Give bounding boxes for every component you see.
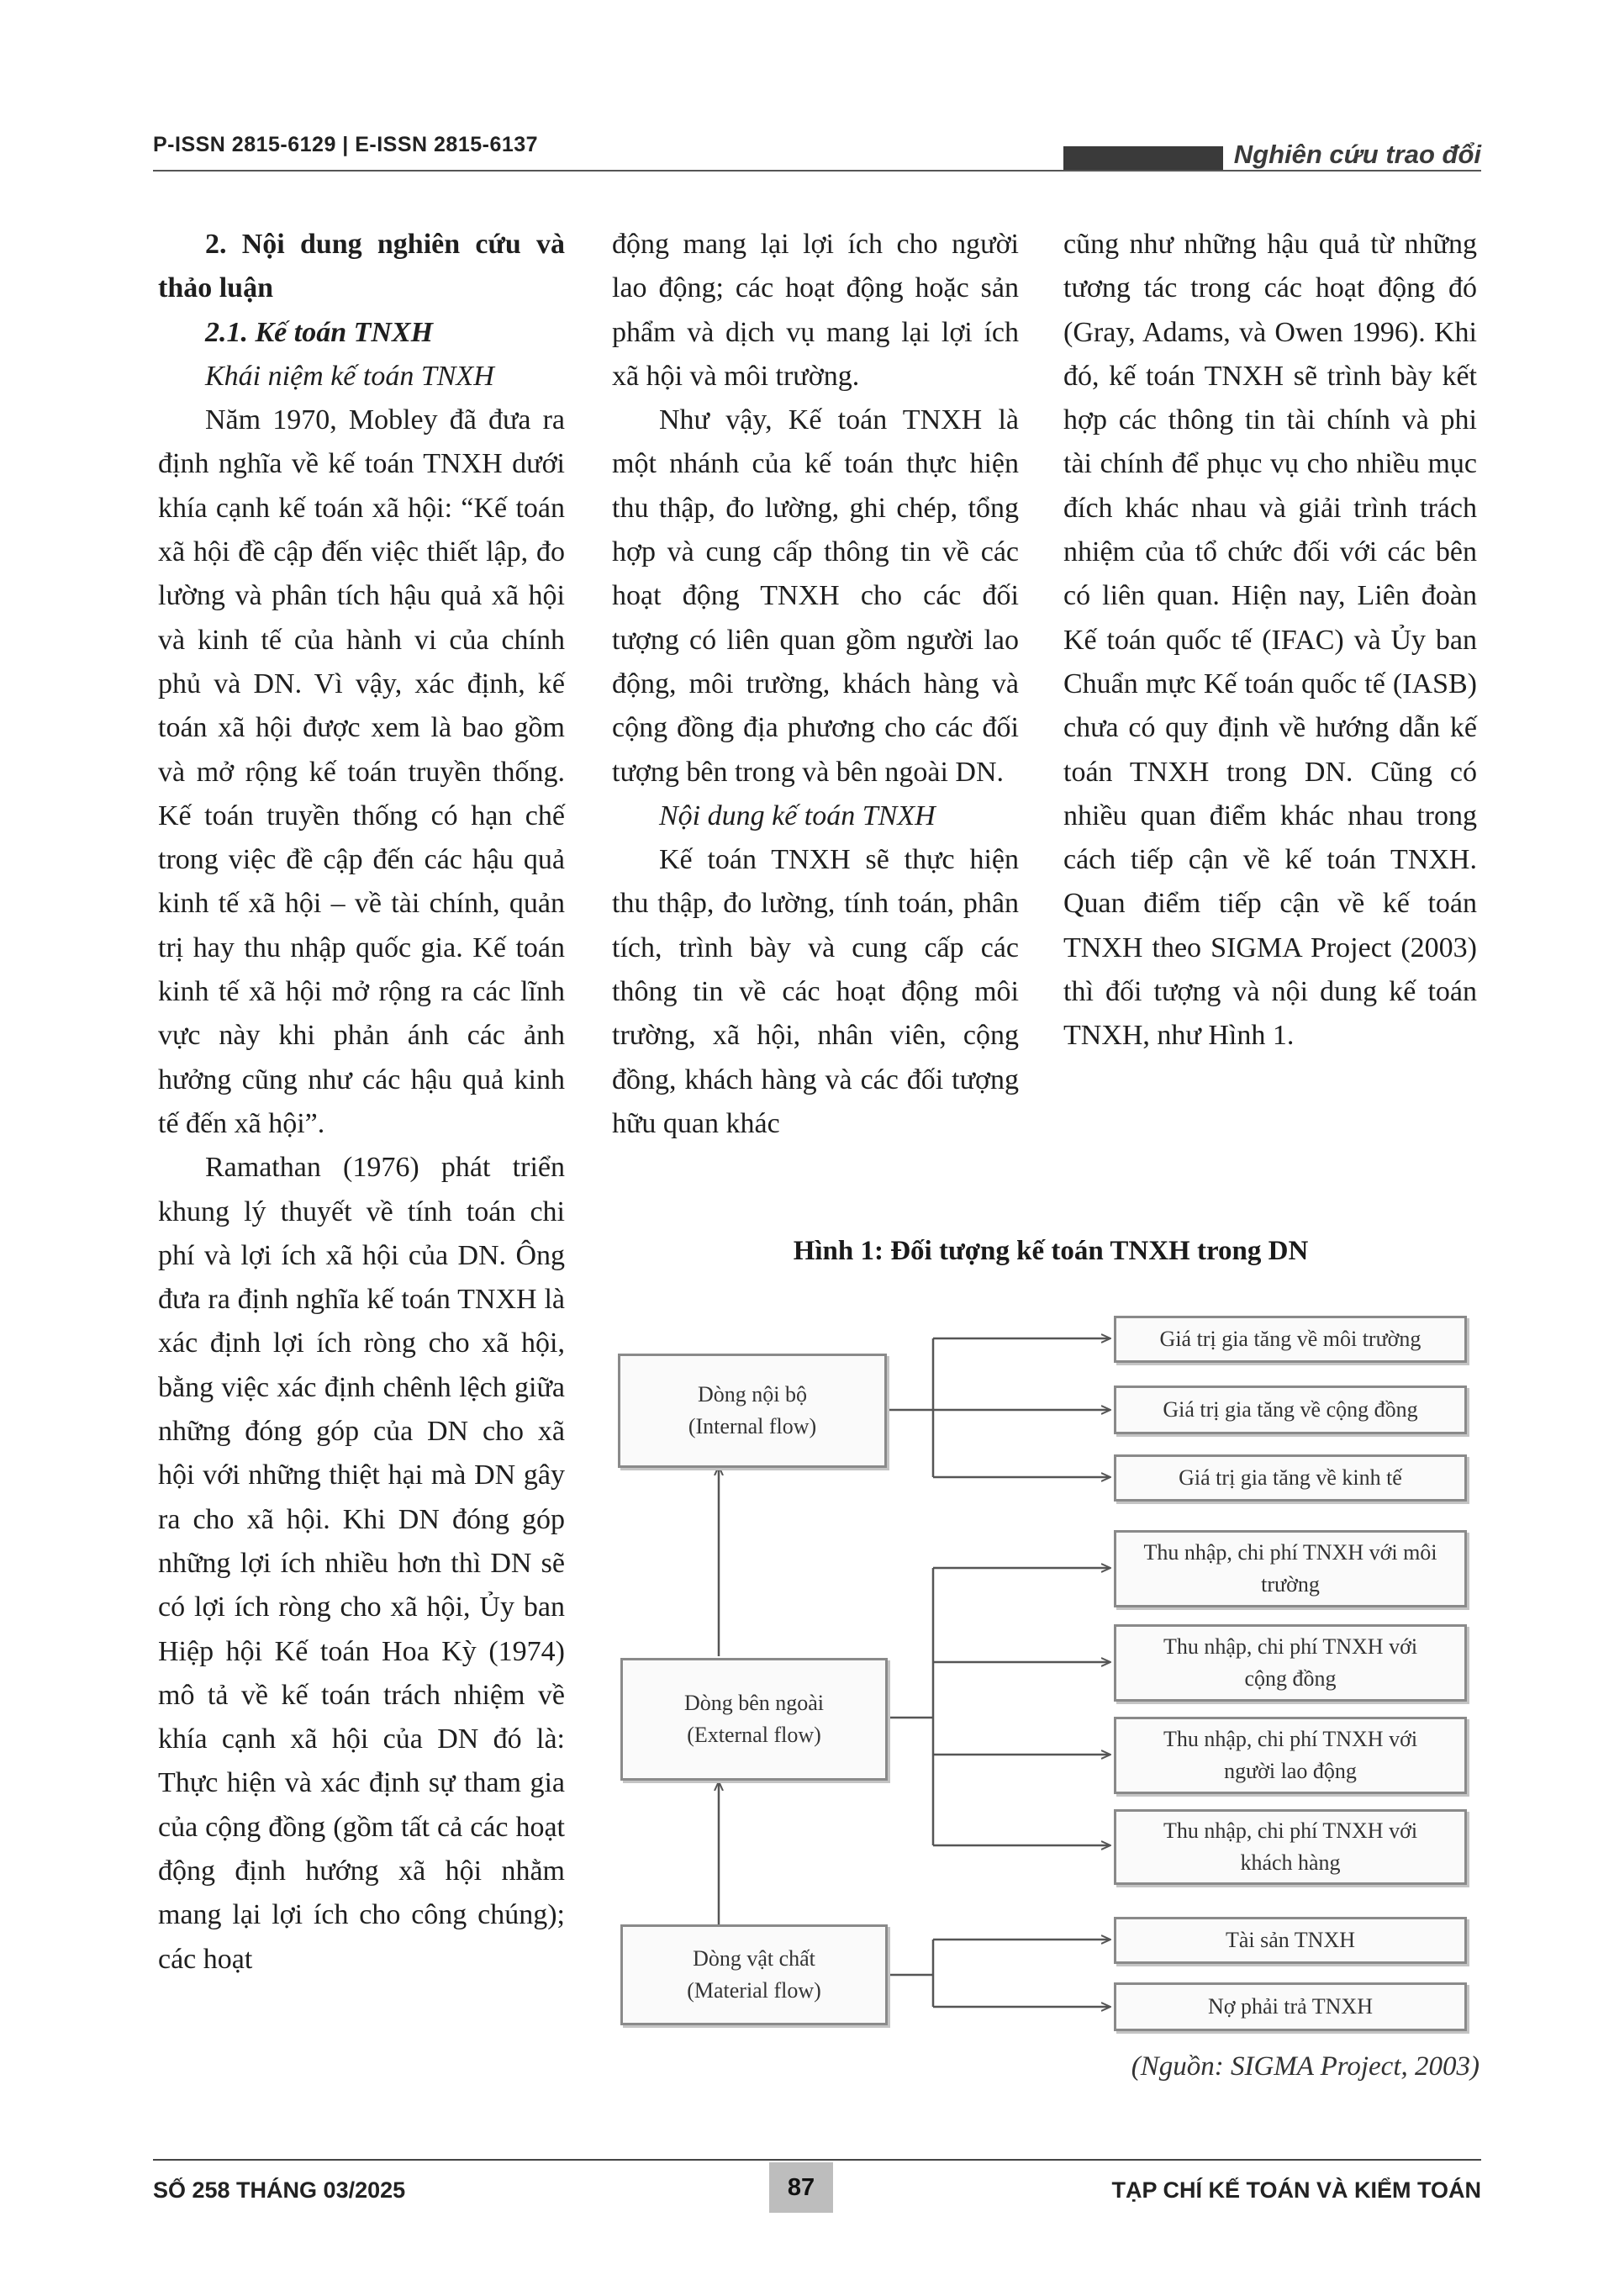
paragraph: cũng như những hậu quả từ những tương tác trong các hoạt động đó (Gray, Adams, và Owen 1996). Khi đó, kế toán TNXH sẽ trình bày kết hợp các thông tin tài chính và phi tài chính để phục vụ cho nhiều mục đích khác nhau và giải trình trách nhiệm của tổ chức đối với các bên có liên quan. Hiện nay, Liên đoàn Kế toán quốc tế (IFAC) và Ủy ban Chuẩn mực Kế toán quốc tế (IASB) chưa có quy định về hướng dẫn kế toán TNXH trong DN. Cũng có nhiều quan điểm khác nhau trong cách tiếp cận về kế toán TNXH. Quan điểm tiếp cận về kế toán TNXH theo SIGMA Project (2003) thì đối tượng và nội dung kế toán TNXH, như Hình 1. xyxy=(1063,229,1477,1052)
box-csr-liabilities: Nợ phải trả TNXH xyxy=(1114,1982,1467,2031)
issue-number: SỐ 258 THÁNG 03/2025 xyxy=(153,2177,406,2203)
text-column-3 xyxy=(1063,223,1477,1058)
journal-name: TẠP CHÍ KẾ TOÁN VÀ KIỂM TOÁN xyxy=(1111,2177,1481,2203)
figure-source: (Nguồn: SIGMA Project, 2003) xyxy=(1131,2051,1480,2082)
box-value-environment: Giá trị gia tăng về môi trường xyxy=(1114,1316,1467,1363)
header-decor-bar xyxy=(1063,146,1223,170)
box-external-flow: Dòng bên ngoài (External flow) xyxy=(620,1658,888,1781)
figure-title: Hình 1: Đối tượng kế toán TNXH trong DN xyxy=(793,1236,1309,1266)
paragraph: động mang lại lợi ích cho người lao động; các hoạt động hoặc sản phẩm và dịch vụ mang lại lợi ích xã hội và môi trường. xyxy=(612,229,1019,392)
box-income-customers: Thu nhập, chi phí TNXH với khách hàng xyxy=(1114,1809,1467,1885)
italic-label: Khái niệm kế toán TNXH xyxy=(205,360,494,392)
box-material-flow: Dòng vật chất (Material flow) xyxy=(620,1924,888,2025)
issn-header: P-ISSN 2815-6129 | E-ISSN 2815-6137 xyxy=(153,133,539,156)
section-title: Nghiên cứu trao đổi xyxy=(1233,140,1481,169)
box-internal-flow: Dòng nội bộ (Internal flow) xyxy=(618,1354,887,1468)
paragraph: Ramathan (1976) phát triển khung lý thuyết về tính toán chi phí và lợi ích xã hội của DN. Ông đưa ra định nghĩa kế toán TNXH là xác định lợi ích ròng cho xã hội, bằng việc xác định chênh lệch giữa những đóng góp của DN cho xã hội với những thiệt hại mà DN gây ra cho xã hội. Khi DN đóng góp những lợi ích nhiều hơn thì DN sẽ có lợi ích ròng cho xã hội, Ủy ban Hiệp hội Kế toán Hoa Kỳ (1974) mô tả về kế toán trách nhiệm về khía cạnh xã hội của DN đó là: Thực hiện và xác định sự tham gia của cộng đồng (gồm tất cả các hoạt động định hướng xã hội nhằm mang lại lợi ích cho công chúng); các hoạt xyxy=(158,1152,565,1975)
box-csr-assets: Tài sản TNXH xyxy=(1114,1917,1467,1964)
box-income-community: Thu nhập, chi phí TNXH với cộng đồng xyxy=(1114,1624,1467,1702)
section-heading: 2. Nội dung nghiên cứu và thảo luận xyxy=(158,229,565,304)
paragraph: Kế toán TNXH sẽ thực hiện thu thập, đo lường, tính toán, phân tích, trình bày và cung cấp các thông tin về các hoạt động môi trường, xã hội, nhân viên, cộng đồng, khách hàng và các đối tượng hữu quan khác xyxy=(612,844,1019,1139)
text-column-1 xyxy=(158,223,565,1982)
box-value-economy: Giá trị gia tăng về kinh tế xyxy=(1114,1454,1467,1502)
text-column-2 xyxy=(612,223,1019,1146)
subsection-heading: 2.1. Kế toán TNXH xyxy=(205,316,434,348)
box-income-environment: Thu nhập, chi phí TNXH với môi trường xyxy=(1114,1530,1467,1607)
box-income-workers: Thu nhập, chi phí TNXH với người lao động xyxy=(1114,1717,1467,1794)
footer-rule xyxy=(153,2159,1481,2161)
box-value-community: Giá trị gia tăng về cộng đồng xyxy=(1114,1386,1467,1434)
page-number: 87 xyxy=(769,2162,833,2213)
paragraph: Năm 1970, Mobley đã đưa ra định nghĩa về kế toán TNXH dưới khía cạnh kế toán xã hội: “Kế toán xã hội đề cập đến việc thiết lập, đo lường và phân tích hậu quả xã hội và kinh tế của hành vi của chính phủ và DN. Vì vậy, xác định, kế toán xã hội được xem là bao gồm và mở rộng kế toán truyền thống. Kế toán truyền thống có hạn chế trong việc đề cập đến các hậu quả kinh tế xã hội – về tài chính, quản trị hay thu nhập quốc gia. Kế toán kinh tế xã hội mở rộng ra các lĩnh vực này khi phản ánh các ảnh hưởng cũng như các hậu quả kinh tế đến xã hội”. xyxy=(158,404,565,1139)
italic-label: Nội dung kế toán TNXH xyxy=(659,800,936,831)
paragraph: Như vậy, Kế toán TNXH là một nhánh của kế toán thực hiện thu thập, đo lường, ghi chép, tổng hợp và cung cấp thông tin về các hoạt động TNXH cho các đối tượng có liên quan gồm người lao động, môi trường, khách hàng và cộng đồng địa phương cho các đối tượng bên trong và bên ngoài DN. xyxy=(612,404,1019,788)
header-rule xyxy=(153,170,1481,172)
